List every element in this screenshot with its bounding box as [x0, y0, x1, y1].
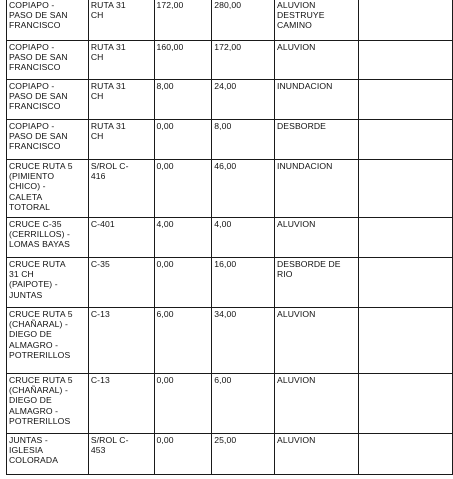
table-row [7, 218, 453, 258]
km-end-cell: 172,00 [212, 41, 275, 80]
km-end-cell: 16,00 [212, 258, 275, 308]
route-cell: COPIAPO - PASO DE SAN FRANCISCO [7, 120, 89, 160]
cause-cell: ALUVION [274, 218, 358, 258]
observations-cell [358, 218, 452, 258]
km-start-cell: 0,00 [154, 258, 212, 308]
km-start-cell: 4,00 [154, 218, 212, 258]
road-closures-table [6, 0, 453, 475]
table-row [7, 374, 453, 434]
cause-cell: DESBORDE DE RIO [274, 258, 358, 308]
route-cell: COPIAPO - PASO DE SAN FRANCISCO [7, 80, 89, 120]
km-end-cell: 4,00 [212, 218, 275, 258]
route-cell: JUNTAS - IGLESIA COLORADA [7, 434, 89, 475]
km-end-cell: 8,00 [212, 120, 275, 160]
cause-cell: ALUVION [274, 41, 358, 80]
table-row [7, 434, 453, 475]
observations-cell [358, 258, 452, 308]
observations-cell [358, 160, 452, 218]
route-cell: COPIAPO - PASO DE SAN FRANCISCO [7, 41, 89, 80]
road-code-cell: RUTA 31 CH [88, 0, 154, 41]
cause-cell: ALUVION [274, 308, 358, 374]
table-row [7, 0, 453, 41]
km-start-cell: 0,00 [154, 120, 212, 160]
km-start-cell: 0,00 [154, 160, 212, 218]
km-start-cell: 0,00 [154, 374, 212, 434]
route-cell: CRUCE RUTA 5 (CHAÑARAL) - DIEGO DE ALMAGRO - POTRERILLOS [7, 308, 89, 374]
km-end-cell: 46,00 [212, 160, 275, 218]
road-code-cell: RUTA 31 CH [88, 120, 154, 160]
road-code-cell: S/ROL C- 453 [88, 434, 154, 475]
km-start-cell: 160,00 [154, 41, 212, 80]
road-code-cell: RUTA 31 CH [88, 80, 154, 120]
km-start-cell: 0,00 [154, 434, 212, 475]
observations-cell [358, 308, 452, 374]
cause-cell: DESBORDE [274, 120, 358, 160]
observations-cell [358, 374, 452, 434]
observations-cell [358, 41, 452, 80]
table-row [7, 258, 453, 308]
road-code-cell: C-35 [88, 258, 154, 308]
km-end-cell: 280,00 [212, 0, 275, 41]
route-cell: CRUCE RUTA 5 (PIMIENTO CHICO) - CALETA TOTORAL [7, 160, 89, 218]
km-end-cell: 25,00 [212, 434, 275, 475]
road-code-cell: C-401 [88, 218, 154, 258]
observations-cell [358, 0, 452, 41]
km-start-cell: 8,00 [154, 80, 212, 120]
route-cell: CRUCE RUTA 5 (CHAÑARAL) - DIEGO DE ALMAGRO - POTRERILLOS [7, 374, 89, 434]
observations-cell [358, 120, 452, 160]
table-row [7, 41, 453, 80]
cause-cell: ALUVION [274, 374, 358, 434]
km-end-cell: 24,00 [212, 80, 275, 120]
cause-cell: ALUVION [274, 434, 358, 475]
table-body [7, 0, 453, 475]
observations-cell [358, 434, 452, 475]
table-row [7, 308, 453, 374]
cause-cell: INUNDACION [274, 80, 358, 120]
table-row [7, 120, 453, 160]
observations-cell [358, 80, 452, 120]
km-start-cell: 172,00 [154, 0, 212, 41]
km-end-cell: 6,00 [212, 374, 275, 434]
route-cell: CRUCE RUTA 31 CH (PAIPOTE) - JUNTAS [7, 258, 89, 308]
table-row [7, 160, 453, 218]
cause-cell: INUNDACION [274, 160, 358, 218]
road-code-cell: RUTA 31 CH [88, 41, 154, 80]
table-row [7, 80, 453, 120]
cause-cell: ALUVION DESTRUYE CAMINO [274, 0, 358, 41]
km-start-cell: 6,00 [154, 308, 212, 374]
road-code-cell: S/ROL C- 416 [88, 160, 154, 218]
road-code-cell: C-13 [88, 308, 154, 374]
route-cell: CRUCE C-35 (CERRILLOS) - LOMAS BAYAS [7, 218, 89, 258]
km-end-cell: 34,00 [212, 308, 275, 374]
route-cell: COPIAPO - PASO DE SAN FRANCISCO [7, 0, 89, 41]
road-code-cell: C-13 [88, 374, 154, 434]
